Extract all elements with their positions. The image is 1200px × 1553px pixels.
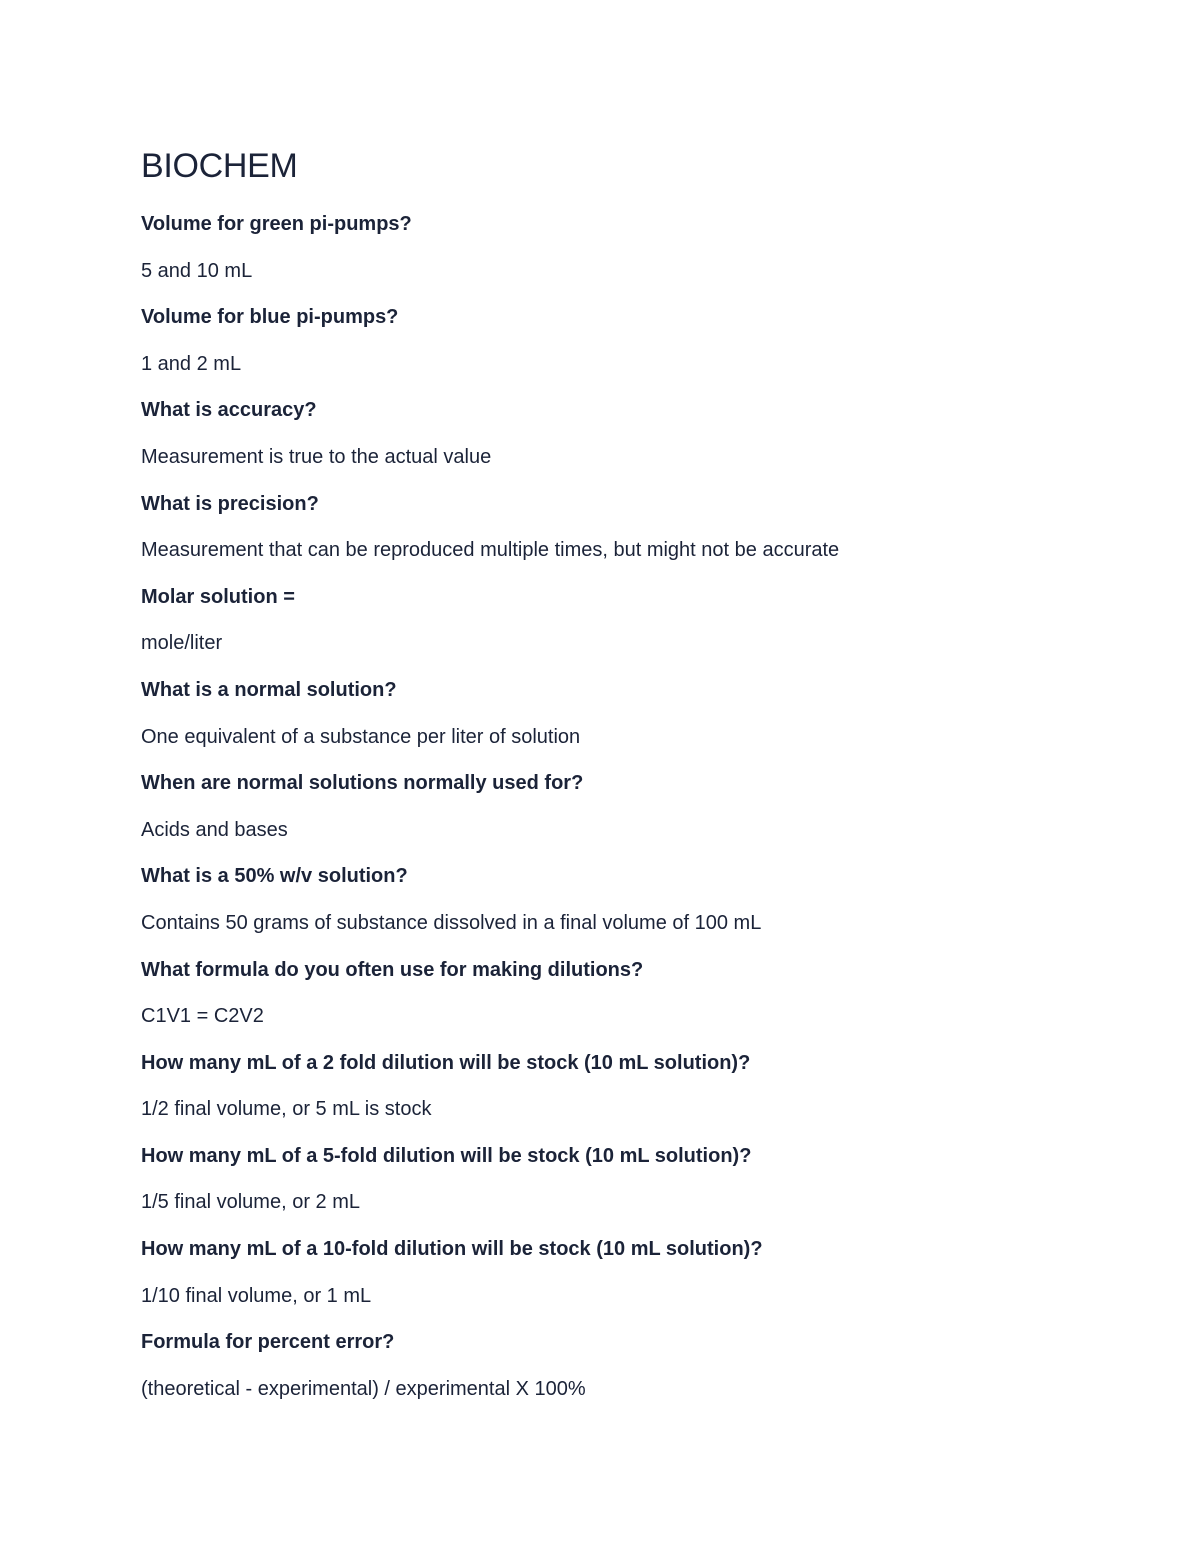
qa-item: [141, 956, 839, 1049]
qa-item: [141, 583, 839, 676]
answer-text: Measurement that can be reproduced multiple times, but might not be accurate: [141, 539, 840, 562]
answer-text: One equivalent of a substance per liter of solution: [141, 725, 581, 748]
question-text: Volume for green pi-pumps?: [141, 213, 412, 235]
answer-text: 1/2 final volume, or 5 mL is stock: [141, 1098, 432, 1121]
answer-text: 1 and 2 mL: [141, 352, 242, 375]
question-text: Molar solution =: [141, 585, 295, 608]
question-text: Formula for percent error?: [141, 1331, 395, 1354]
answer-text: C1V1 = C2V2: [141, 1005, 264, 1028]
question-text: Volume for blue pi-pumps?: [141, 306, 399, 329]
answer-text: mole/liter: [141, 632, 223, 655]
question-text: How many mL of a 2 fold dilution will be stock (10 mL solution)?: [141, 1051, 751, 1074]
answer-text: 5 and 10 mL: [141, 259, 253, 282]
qa-item: [141, 1328, 839, 1421]
qa-list: [141, 210, 839, 1421]
question-text: What is precision?: [141, 492, 319, 515]
qa-item: [141, 676, 839, 769]
qa-item: [141, 210, 839, 303]
question-text: What is a normal solution?: [141, 678, 397, 701]
question-text: What is a 50% w/v solution?: [141, 865, 408, 888]
answer-text: Contains 50 grams of substance dissolved in a final volume of 100 mL: [141, 911, 762, 934]
qa-item: [141, 490, 839, 583]
qa-item: [141, 1049, 839, 1142]
question-text: When are normal solutions normally used for?: [141, 772, 584, 795]
answer-text: 1/10 final volume, or 1 mL: [141, 1284, 372, 1307]
qa-item: [141, 769, 839, 862]
question-text: What formula do you often use for making dilutions?: [141, 958, 644, 981]
question-text: What is accuracy?: [141, 399, 317, 422]
qa-item: [141, 396, 839, 489]
answer-text: (theoretical - experimental) / experimental X 100%: [141, 1377, 586, 1400]
answer-text: Acids and bases: [141, 818, 288, 841]
document-title: BIOCHEM: [141, 147, 298, 185]
question-text: How many mL of a 10-fold dilution will be stock (10 mL solution)?: [141, 1238, 763, 1261]
qa-item: [141, 862, 839, 955]
qa-item: [141, 303, 839, 396]
question-text: How many mL of a 5-fold dilution will be stock (10 mL solution)?: [141, 1144, 752, 1167]
qa-item: [141, 1235, 839, 1328]
qa-item: [141, 1142, 839, 1235]
answer-text: Measurement is true to the actual value: [141, 445, 492, 468]
answer-text: 1/5 final volume, or 2 mL: [141, 1191, 360, 1214]
